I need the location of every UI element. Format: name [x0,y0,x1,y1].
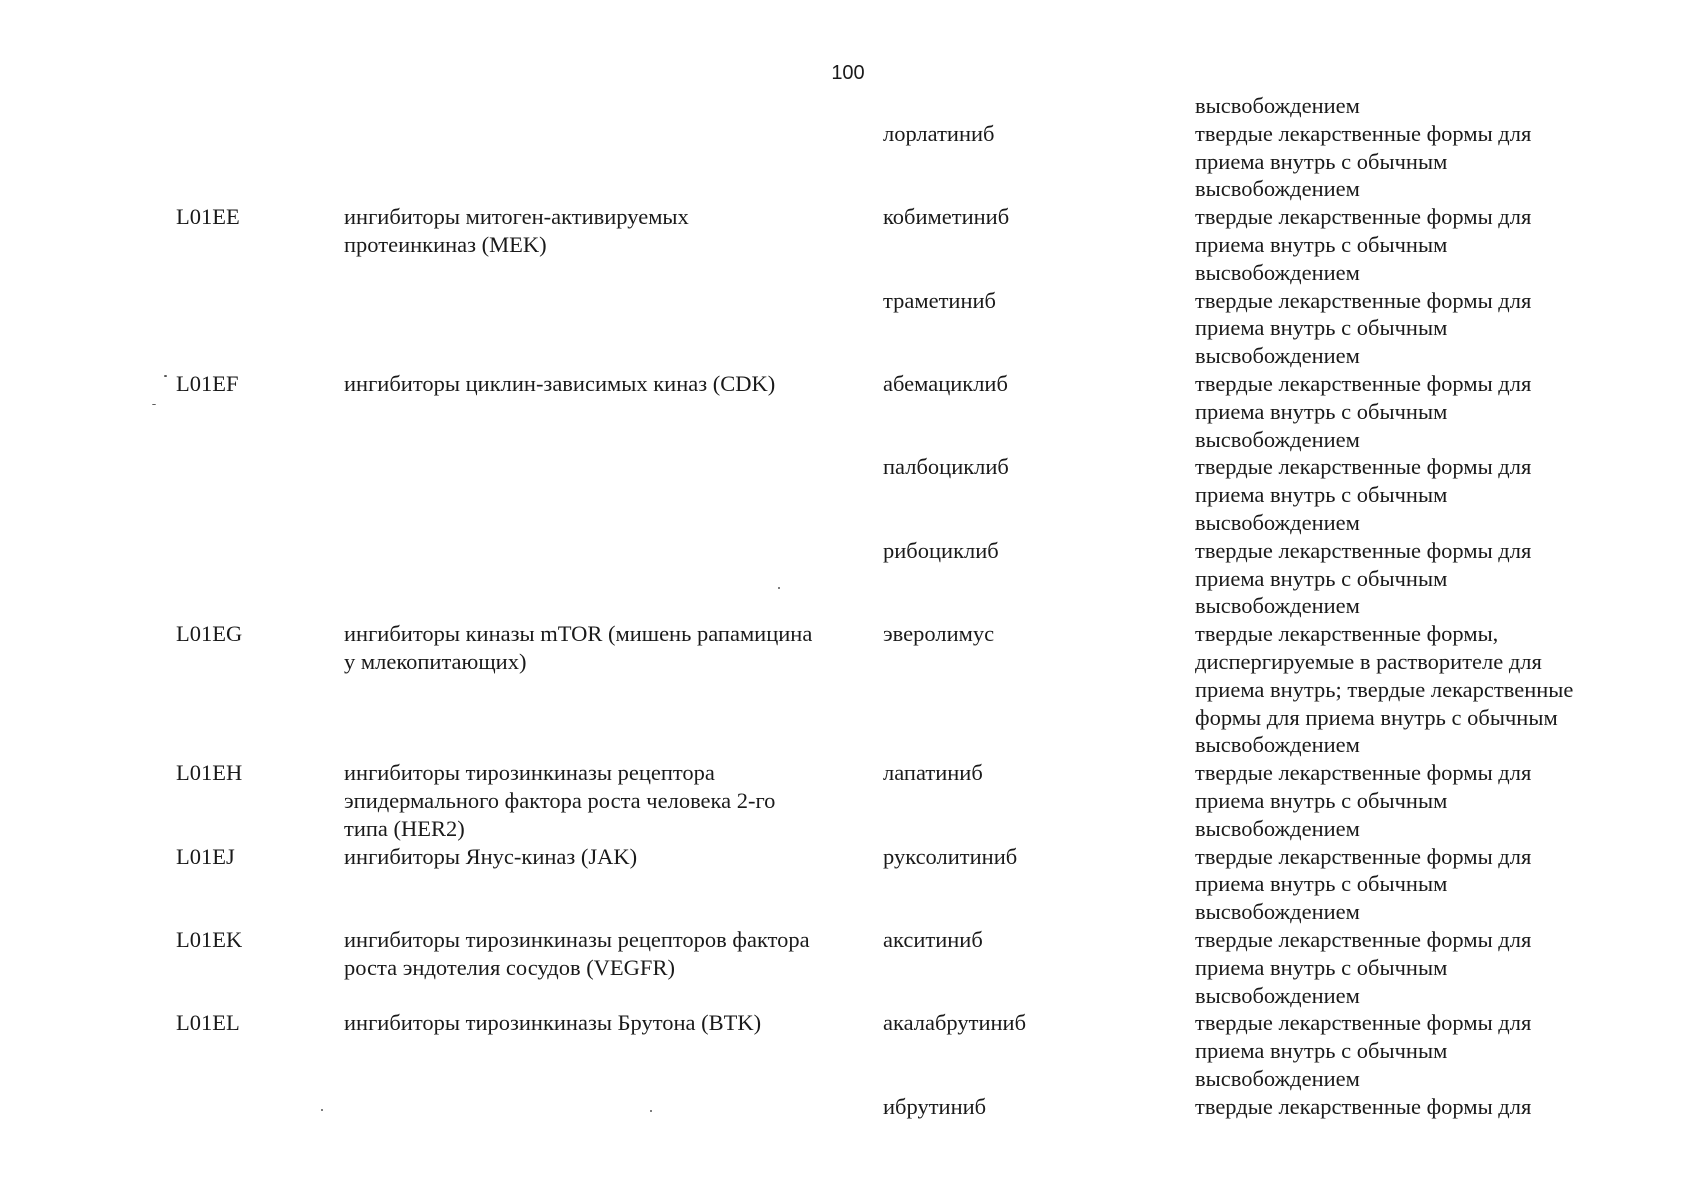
pharmacological-group [344,759,864,842]
atc-code: L01EL [176,1010,240,1036]
group-line: эпидермального фактора роста человека 2-го [344,787,776,813]
dosage-form-line: твердые лекарственные формы для [1195,1010,1532,1036]
dosage-form-line: приема внутрь; твердые лекарственные [1195,676,1574,702]
dosage-form [1195,370,1625,453]
atc-code: L01EK [176,926,243,952]
pharmacological-group [344,926,864,982]
drug-name: ибрутиниб [883,1093,987,1119]
table-row [0,620,1696,759]
group-line: ингибиторы циклин-зависимых киназ (CDK) [344,370,776,396]
dosage-form-line: приема внутрь с обычным [1195,482,1448,508]
scan-speck [152,404,156,405]
dosage-form [1195,843,1625,926]
scan-speck [321,1109,323,1111]
dosage-form-line: твердые лекарственные формы для [1195,760,1532,786]
dosage-form-line: высвобождением [1195,732,1360,758]
drug-name: руксолитиниб [883,843,1018,869]
dosage-form-line: твердые лекарственные формы для [1195,454,1532,480]
scan-speck [650,1110,652,1112]
table-row [0,370,1696,453]
dosage-form-line: высвобождением [1195,593,1360,619]
group-line: роста эндотелия сосудов (VEGFR) [344,954,675,980]
dosage-form [1195,537,1625,620]
pharmacological-group [344,203,864,259]
atc-code: L01EG [176,621,243,647]
dosage-form-line: твердые лекарственные формы для [1195,370,1532,396]
dosage-form-line: приема внутрь с обычным [1195,565,1448,591]
scan-speck [164,375,167,377]
dosage-form [1195,120,1625,203]
atc-code: L01EH [176,760,243,786]
drug-name: палбоциклиб [883,454,1009,480]
dosage-form-line: высвобождением [1195,1065,1360,1091]
group-line: ингибиторы киназы mTOR (мишень рапамицина [344,621,813,647]
dosage-form-line: высвобождением [1195,93,1360,118]
dosage-form-line: твердые лекарственные формы для [1195,1093,1532,1119]
dosage-form-line: приема внутрь с обычным [1195,954,1448,980]
dosage-form-line: приема внутрь с обычным [1195,398,1448,424]
dosage-form-line: формы для приема внутрь с обычным [1195,704,1558,730]
dosage-form-line: приема внутрь с обычным [1195,787,1448,813]
dosage-form-line: приема внутрь с обычным [1195,1038,1448,1064]
dosage-form [1195,203,1625,286]
drug-name: траметиниб [883,287,996,313]
dosage-form-line: приема внутрь с обычным [1195,148,1448,174]
dosage-form-line: твердые лекарственные формы для [1195,287,1532,313]
table-row [0,926,1696,1009]
dosage-form-line: высвобождением [1195,259,1360,285]
dosage-form-line: твердые лекарственные формы, [1195,621,1499,647]
table-row [0,759,1696,842]
drug-name: лорлатиниб [883,120,995,146]
drug-name: акситиниб [883,926,983,952]
dosage-form [1195,926,1625,1009]
table-row [0,203,1696,286]
drug-name: рибоциклиб [883,537,999,563]
dosage-form-line: высвобождением [1195,509,1360,535]
page-number: 100 [831,62,865,84]
drug-name: акалабрутиниб [883,1010,1027,1036]
dosage-form [1195,287,1625,370]
dosage-form-line: высвобождением [1195,982,1360,1008]
dosage-form [1195,1009,1625,1092]
table-row [0,537,1696,620]
group-line: у млекопитающих) [344,648,527,674]
table-row [0,120,1696,203]
table-row [0,453,1696,536]
group-line: ингибиторы тирозинкиназы рецептора [344,760,715,786]
atc-code: L01EE [176,204,240,230]
group-line: типа (HER2) [344,815,465,841]
pharmacological-group [344,843,864,871]
dosage-form [1195,759,1625,842]
table-row [0,843,1696,926]
pharmacological-group [344,1009,864,1037]
group-line: ингибиторы тирозинкиназы рецепторов фактора [344,926,810,952]
atc-code: L01EJ [176,843,235,869]
pharmacological-group [344,370,864,398]
dosage-form [1195,453,1625,536]
group-line: ингибиторы Янус-киназ (JAK) [344,843,638,869]
dosage-form-line: твердые лекарственные формы для [1195,204,1532,230]
dosage-form [1195,1093,1625,1121]
group-line: протеинкиназ (MEK) [344,231,547,257]
medication-table [0,92,1696,1121]
dosage-form-line: высвобождением [1195,426,1360,452]
dosage-form-line: приема внутрь с обычным [1195,231,1448,257]
table-row [0,287,1696,370]
dosage-form-line: твердые лекарственные формы для [1195,120,1532,146]
atc-code: L01EF [176,370,239,396]
drug-name: эверолимус [883,621,995,647]
table-row [0,1093,1696,1121]
dosage-form-line: высвобождением [1195,899,1360,925]
drug-name: лапатиниб [883,760,983,786]
scan-speck [778,587,780,589]
dosage-form-line: диспергируемые в растворителе для [1195,648,1542,674]
drug-name: абемациклиб [883,370,1008,396]
table-row [0,92,1696,120]
group-line: ингибиторы тирозинкиназы Брутона (BTK) [344,1010,762,1036]
dosage-form-line: приема внутрь с обычным [1195,871,1448,897]
dosage-form-line: высвобождением [1195,176,1360,202]
dosage-form-line: твердые лекарственные формы для [1195,537,1532,563]
dosage-form-line: приема внутрь с обычным [1195,315,1448,341]
dosage-form-line: высвобождением [1195,815,1360,841]
table-row [0,1009,1696,1092]
dosage-form-line: высвобождением [1195,343,1360,369]
group-line: ингибиторы митоген-активируемых [344,204,689,230]
drug-name: кобиметиниб [883,204,1010,230]
dosage-form-line: твердые лекарственные формы для [1195,843,1532,869]
dosage-form [1195,92,1625,120]
pharmacological-group [344,620,864,676]
dosage-form-line: твердые лекарственные формы для [1195,926,1532,952]
dosage-form [1195,620,1625,759]
